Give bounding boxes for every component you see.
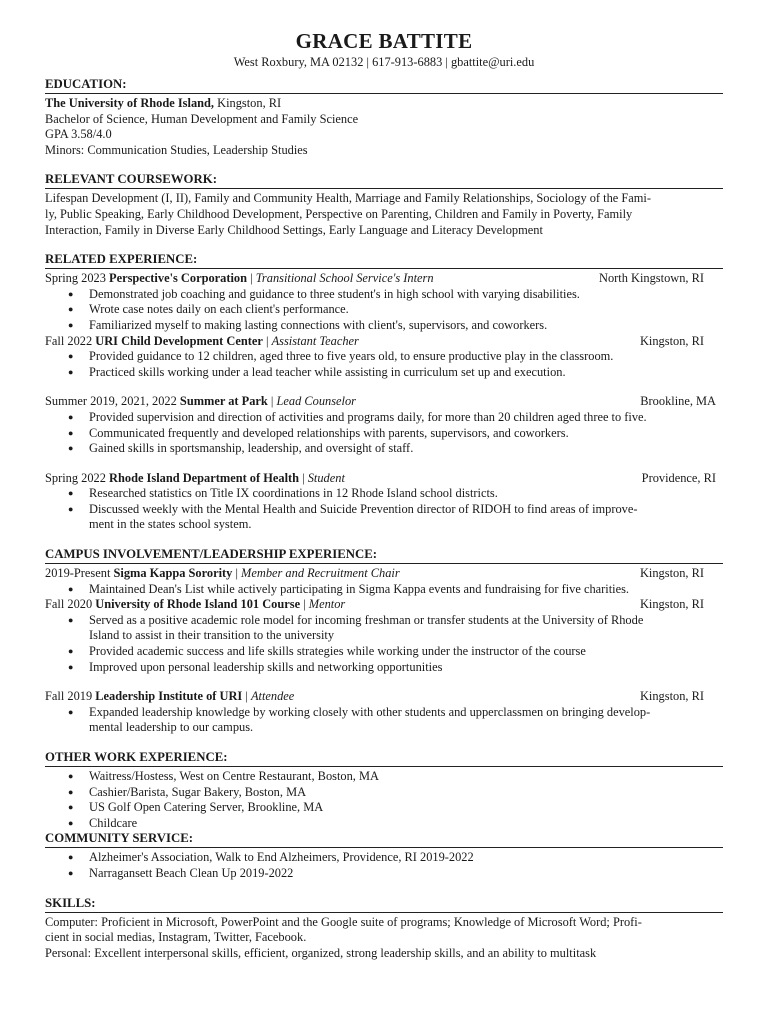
bullet-icon: ● xyxy=(68,503,74,514)
experience-entry xyxy=(45,271,723,333)
bullet-text: Childcare xyxy=(89,815,138,830)
related-experience-section xyxy=(45,252,723,533)
bullet-item xyxy=(45,644,723,660)
entry-organization: University of Rhode Island 101 Course xyxy=(95,597,301,612)
experience-entry xyxy=(45,689,723,736)
entry-location: Brookline, MA xyxy=(640,394,716,409)
entry-organization: Sigma Kappa Sorority xyxy=(113,566,233,581)
campus-involvement-section xyxy=(45,547,723,736)
entry-role: Lead Counselor xyxy=(276,394,356,409)
bullet-item xyxy=(45,426,723,442)
bullet-item xyxy=(45,302,723,318)
bullet-item xyxy=(45,441,723,457)
bullet-item xyxy=(45,660,723,676)
bullet-item xyxy=(45,800,723,816)
entry-location: North Kingstown, RI xyxy=(599,271,704,286)
bullet-text-continued: ment in the states school system. xyxy=(89,517,252,532)
entry-organization: URI Child Development Center xyxy=(95,333,263,348)
entry-location: Kingston, RI xyxy=(639,689,704,704)
community-service-section xyxy=(45,831,723,881)
bullet-text: Discussed weekly with the Mental Health and Suicide Prevention director of RIDOH to find areas of improve- xyxy=(89,501,638,516)
entry-organization: Summer at Park xyxy=(179,394,268,409)
school-line xyxy=(45,96,723,112)
skills-section xyxy=(45,896,723,962)
entry-role: Student xyxy=(307,470,345,485)
coursework-section xyxy=(45,172,723,238)
entry-location: Kingston, RI xyxy=(639,566,704,581)
bullet-text-continued: mental leadership to our campus. xyxy=(89,720,254,735)
skills-heading: SKILLS: xyxy=(45,896,723,913)
contact-line: West Roxbury, MA 02132 | 617-913-6883 | gbattite@uri.edu xyxy=(233,55,535,69)
bullet-icon: ● xyxy=(68,646,74,657)
entry-separator: | xyxy=(242,689,251,704)
community-service-heading: COMMUNITY SERVICE: xyxy=(45,831,723,848)
entry-role: Assistant Teacher xyxy=(271,333,359,348)
bullet-item xyxy=(45,705,723,736)
experience-entry xyxy=(45,471,723,533)
entry-role: Attendee xyxy=(250,689,295,704)
other-work-section xyxy=(45,750,723,831)
bullet-text: Waitress/Hostess, West on Centre Restaurant, Boston, MA xyxy=(89,769,379,783)
school-name: The University of Rhode Island, xyxy=(45,96,215,110)
entry-header xyxy=(45,334,723,350)
bullet-text: Familiarized myself to making lasting connections with client's, supervisors, and coworkers. xyxy=(89,317,548,332)
bullet-item xyxy=(45,850,723,866)
bullet-icon: ● xyxy=(68,443,74,454)
bullet-icon: ● xyxy=(68,867,74,878)
entry-separator: | xyxy=(232,566,242,581)
campus-involvement-heading: CAMPUS INVOLVEMENT/LEADERSHIP EXPERIENCE: xyxy=(45,547,723,564)
entry-header xyxy=(45,566,723,582)
school-location: Kingston, RI xyxy=(214,96,282,110)
bullet-text: Improved upon personal leadership skills and networking opportunities xyxy=(89,659,443,674)
experience-entry xyxy=(45,566,723,597)
bullet-icon: ● xyxy=(68,852,74,863)
bullet-text: Communicated frequently and developed relationships with parents, supervisors, and coworkers. xyxy=(89,425,569,440)
bullet-item xyxy=(45,502,723,533)
entry-header xyxy=(45,471,723,487)
bullet-icon: ● xyxy=(68,319,74,330)
coursework-heading: RELEVANT COURSEWORK: xyxy=(45,172,723,189)
bullet-item xyxy=(45,769,723,785)
entry-separator: | xyxy=(300,597,309,612)
bullet-item xyxy=(45,365,723,381)
bullet-item xyxy=(45,486,723,502)
bullet-item xyxy=(45,410,723,426)
other-work-heading: OTHER WORK EXPERIENCE: xyxy=(45,750,723,767)
entry-organization: Rhode Island Department of Health xyxy=(109,470,300,485)
entry-separator: | xyxy=(262,333,272,348)
bullet-icon: ● xyxy=(68,427,74,438)
entry-organization: Perspective's Corporation xyxy=(109,271,248,286)
bullet-item xyxy=(45,785,723,801)
bullet-text: Served as a positive academic role model for incoming freshman or transfer students at the University of Rhode xyxy=(89,612,644,627)
related-experience-heading: RELATED EXPERIENCE: xyxy=(45,252,723,269)
resume-page xyxy=(45,28,723,961)
bullet-text: Provided guidance to 12 children, aged three to five years old, to ensure productive play in the classroom. xyxy=(89,349,614,364)
entry-header xyxy=(45,271,723,287)
bullet-text: US Golf Open Catering Server, Brookline, MA xyxy=(89,800,324,815)
bullet-text: Cashier/Barista, Sugar Bakery, Boston, MA xyxy=(89,784,307,799)
bullet-text: Gained skills in sportsmanship, leadership, and oversight of staff. xyxy=(89,441,414,456)
bullet-item xyxy=(45,318,723,334)
education-section xyxy=(45,77,723,158)
gpa: GPA 3.58/4.0 xyxy=(45,127,112,142)
education-heading: EDUCATION: xyxy=(45,77,723,94)
entry-location: Kingston, RI xyxy=(639,597,704,612)
entry-date: Fall 2020 xyxy=(45,597,96,612)
bullet-icon: ● xyxy=(68,614,74,625)
bullet-item xyxy=(45,287,723,303)
entry-location: Providence, RI xyxy=(641,470,716,485)
experience-entry xyxy=(45,597,723,675)
bullet-icon: ● xyxy=(68,488,74,499)
entry-role: Mentor xyxy=(308,597,346,612)
skills-computer-line: Computer: Proficient in Microsoft, PowerPoint and the Google suite of programs; Knowledge of Microsoft Word; Profi- xyxy=(45,914,642,929)
bullet-item xyxy=(45,866,723,882)
entry-date: Fall 2019 xyxy=(45,689,96,704)
bullet-icon: ● xyxy=(68,351,74,362)
bullet-text: Provided academic success and life skills strategies while working under the instructor of the course xyxy=(89,644,586,659)
bullet-icon: ● xyxy=(68,304,74,315)
bullet-icon: ● xyxy=(68,786,74,797)
entry-date: 2019-Present xyxy=(45,566,114,581)
coursework-line: ly, Public Speaking, Early Childhood Development, Perspective on Parenting, Children and Family in Poverty, Family xyxy=(45,206,633,221)
entry-header xyxy=(45,394,723,410)
entry-separator: | xyxy=(299,470,308,485)
bullet-item xyxy=(45,613,723,644)
entry-separator: | xyxy=(247,271,256,286)
bullet-item xyxy=(45,582,723,598)
bullet-icon: ● xyxy=(68,366,74,377)
bullet-icon: ● xyxy=(68,288,74,299)
entry-header xyxy=(45,597,723,613)
entry-organization: Leadership Institute of URI xyxy=(95,689,243,704)
degree: Bachelor of Science, Human Development and Family Science xyxy=(45,111,359,126)
entry-role: Member and Recruitment Chair xyxy=(241,566,400,581)
entry-separator: | xyxy=(267,394,277,409)
bullet-text: Maintained Dean's List while actively participating in Sigma Kappa events and fundraising for five charities. xyxy=(89,581,630,596)
entry-date: Spring 2022 xyxy=(45,470,110,485)
bullet-icon: ● xyxy=(68,817,74,828)
bullet-icon: ● xyxy=(68,706,74,717)
bullet-item xyxy=(45,349,723,365)
experience-entry xyxy=(45,394,723,456)
minors: Minors: Communication Studies, Leadership Studies xyxy=(45,142,308,157)
bullet-text-continued: Island to assist in their transition to the university xyxy=(89,628,335,643)
bullet-icon: ● xyxy=(68,411,74,422)
applicant-name: GRACE BATTITE xyxy=(295,29,473,53)
entry-header xyxy=(45,689,723,705)
bullet-icon: ● xyxy=(68,771,74,781)
bullet-icon: ● xyxy=(68,661,74,672)
experience-entry xyxy=(45,334,723,381)
entry-date: Spring 2023 xyxy=(45,271,110,286)
bullet-icon: ● xyxy=(68,802,74,813)
entry-location: Kingston, RI xyxy=(639,333,704,348)
entry-date: Summer 2019, 2021, 2022 xyxy=(45,394,180,409)
bullet-item xyxy=(45,816,723,832)
bullet-text: Researched statistics on Title IX coordinations in 12 Rhode Island school districts. xyxy=(89,486,498,501)
bullet-text: Narragansett Beach Clean Up 2019-2022 xyxy=(89,865,294,880)
coursework-line: Interaction, Family in Diverse Early Childhood Settings, Early Language and Literacy Development xyxy=(45,222,543,237)
skills-computer-line-continued: cient in social medias, Instagram, Twitter, Facebook. xyxy=(45,930,307,945)
coursework-line: Lifespan Development (I, II), Family and Community Health, Marriage and Family Relationships, Sociology of the Fami- xyxy=(45,191,651,206)
bullet-text: Expanded leadership knowledge by working closely with other students and upperclassmen on bringing develop- xyxy=(89,704,651,719)
bullet-text: Demonstrated job coaching and guidance to three student's in high school with varying disabilities. xyxy=(89,286,580,301)
entry-role: Transitional School Service's Intern xyxy=(255,271,434,286)
bullet-text: Alzheimer's Association, Walk to End Alzheimers, Providence, RI 2019-2022 xyxy=(89,850,474,865)
bullet-text: Provided supervision and direction of activities and programs daily, for more than 20 children aged three to five. xyxy=(89,409,647,424)
skills-personal-line: Personal: Excellent interpersonal skills, efficient, organized, strong leadership skills, and an ability to multitask xyxy=(45,945,597,960)
bullet-text: Practiced skills working under a lead teacher while assisting in curriculum set up and execution. xyxy=(89,364,566,379)
bullet-text: Wrote case notes daily on each client's performance. xyxy=(89,302,349,317)
bullet-icon: ● xyxy=(68,583,74,594)
entry-date: Fall 2022 xyxy=(45,333,96,348)
